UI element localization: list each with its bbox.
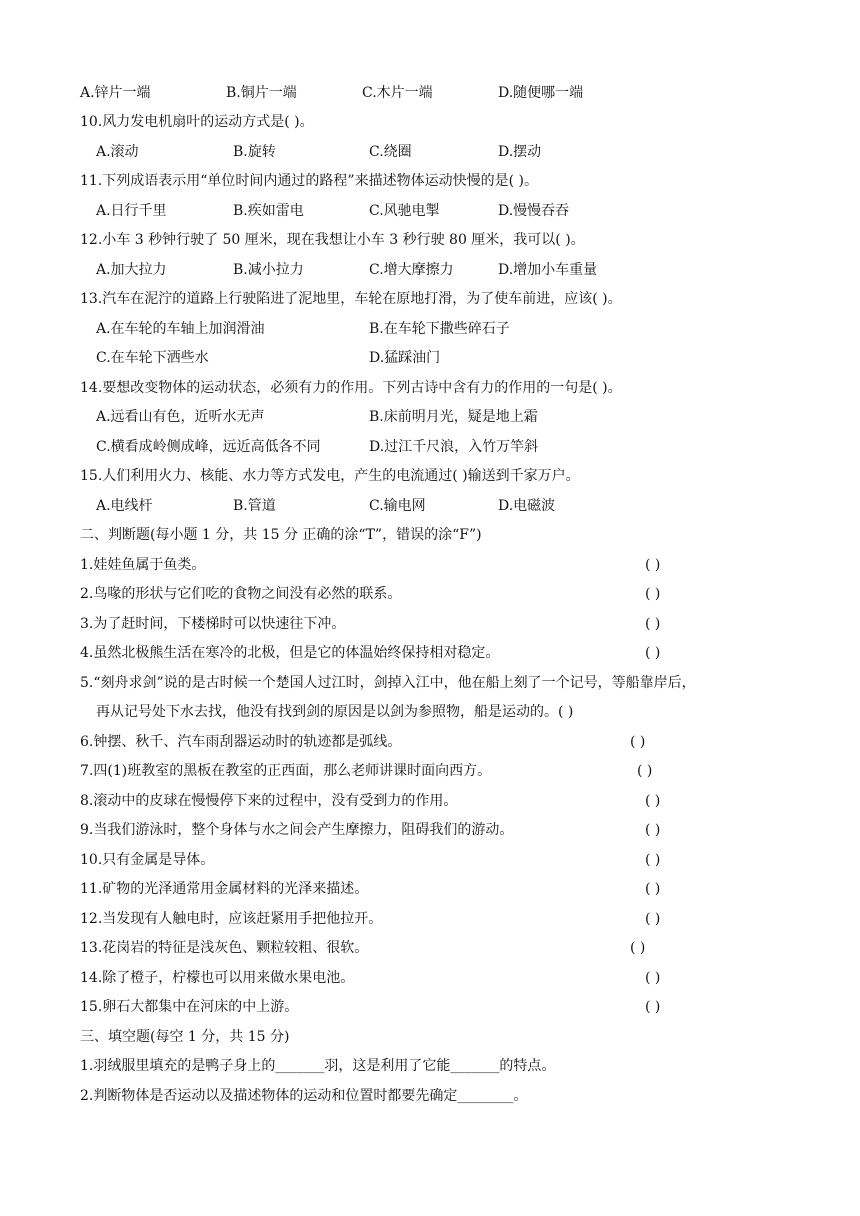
q15-option-a: A.电线杆 (96, 498, 153, 514)
q15-option-c: C.输电网 (369, 498, 426, 514)
q10-option-d: D.摆动 (498, 144, 542, 160)
judgment-item-9: 9.当我们游泳时，整个身体与水之间会产生摩擦力，阻碍我们的游动。 (80, 822, 514, 838)
q9-option-c: C.木片一端 (362, 85, 433, 101)
q12-option-a: A.加大拉力 (96, 262, 167, 278)
q11-option-a: A.日行千里 (96, 203, 167, 219)
fill-in-item-1: 1.羽绒服里填充的是鸭子身上的_______羽，这是利用了它能_______的特点。 (80, 1058, 556, 1074)
judgment-item-7: 7.四(1)班教室的黑板在教室的正西面，那么老师讲课时面向西方。 (80, 763, 492, 779)
answer-paren-13[interactable]: ( ) (630, 940, 646, 956)
judgment-item-2: 2.鸟喙的形状与它们吃的食物之间没有必然的联系。 (80, 586, 402, 602)
q9-option-a: A.锌片一端 (80, 85, 151, 101)
question-10-stem: 10.风力发电机扇叶的运动方式是( )。 (80, 114, 314, 130)
answer-paren-7[interactable]: ( ) (637, 763, 653, 779)
q14-option-c: C.横看成岭侧成峰，远近高低各不同 (96, 439, 321, 455)
judgment-item-3: 3.为了赶时间，下楼梯时可以快速往下冲。 (80, 616, 346, 632)
q12-option-d: D.增加小车重量 (498, 262, 598, 278)
judgment-item-12: 12.当发现有人触电时，应该赶紧用手把他拉开。 (80, 911, 383, 927)
q13-option-a: A.在车轮的车轴上加润滑油 (96, 321, 265, 337)
q14-option-d: D.过江千尺浪，入竹万竿斜 (369, 439, 539, 455)
judgment-item-8: 8.滚动中的皮球在慢慢停下来的过程中，没有受到力的作用。 (80, 793, 458, 809)
q11-option-b: B.疾如雷电 (233, 203, 304, 219)
answer-paren-10[interactable]: ( ) (645, 852, 661, 868)
question-13-stem: 13.汽车在泥泞的道路上行驶陷进了泥地里，车轮在原地打滑，为了使车前进，应该( )。 (80, 291, 622, 307)
q12-option-c: C.增大摩擦力 (369, 262, 454, 278)
judgment-item-11: 11.矿物的光泽通常用金属材料的光泽来描述。 (80, 881, 369, 897)
answer-paren-14[interactable]: ( ) (645, 970, 661, 986)
question-15-stem: 15.人们利用火力、核能、水力等方式发电，产生的电流通过( )输送到千家万户。 (80, 468, 580, 484)
q10-option-c: C.绕圈 (369, 144, 412, 160)
judgment-item-14: 14.除了橙子，柠檬也可以用来做水果电池。 (80, 970, 355, 986)
q11-option-c: C.风驰电掣 (369, 203, 440, 219)
answer-paren-11[interactable]: ( ) (645, 881, 661, 897)
judgment-item-15: 15.卵石大都集中在河床的中上游。 (80, 999, 299, 1015)
q11-option-d: D.慢慢吞吞 (498, 203, 570, 219)
judgment-item-4: 4.虽然北极熊生活在寒冷的北极，但是它的体温始终保持相对稳定。 (80, 645, 500, 661)
q12-option-b: B.减小拉力 (233, 262, 304, 278)
q13-option-d: D.猛踩油门 (369, 350, 441, 366)
answer-paren-4[interactable]: ( ) (645, 645, 661, 661)
q9-option-b: B.铜片一端 (226, 85, 297, 101)
q9-option-d: D.随便哪一端 (498, 85, 584, 101)
question-12-stem: 12.小车 3 秒钟行驶了 50 厘米，现在我想让小车 3 秒行驶 80 厘米，我可以( )。 (80, 232, 585, 248)
answer-paren-2[interactable]: ( ) (645, 586, 661, 602)
question-11-stem: 11.下列成语表示用“单位时间内通过的路程”来描述物体运动快慢的是( )。 (80, 173, 538, 189)
answer-paren-6[interactable]: ( ) (630, 734, 646, 750)
q13-option-c: C.在车轮下洒些水 (96, 350, 209, 366)
answer-paren-3[interactable]: ( ) (645, 616, 661, 632)
judgment-item-6: 6.钟摆、秋千、汽车雨刮器运动时的轨迹都是弧线。 (80, 734, 402, 750)
question-14-stem: 14.要想改变物体的运动状态，必须有力的作用。下列古诗中含有力的作用的一句是( )。 (80, 380, 622, 396)
q15-option-d: D.电磁波 (498, 498, 556, 514)
judgment-item-1: 1.娃娃鱼属于鱼类。 (80, 557, 206, 573)
answer-paren-15[interactable]: ( ) (645, 999, 661, 1015)
answer-paren-1[interactable]: ( ) (645, 557, 661, 573)
answer-paren-12[interactable]: ( ) (645, 911, 661, 927)
judgment-item-13: 13.花岗岩的特征是浅灰色、颗粒较粗、很软。 (80, 940, 369, 956)
judgment-item-5: 5.“刻舟求剑”说的是古时候一个楚国人过江时，剑掉入江中，他在船上刻了一个记号，等船靠岸后， (80, 675, 696, 691)
judgment-item-5-continued: 再从记号处下水去找，他没有找到剑的原因是以剑为参照物，船是运动的。( ) (96, 704, 574, 720)
answer-paren-9[interactable]: ( ) (645, 822, 661, 838)
answer-paren-8[interactable]: ( ) (645, 793, 661, 809)
q10-option-b: B.旋转 (233, 144, 276, 160)
section-2-heading: 二、判断题(每小题 1 分，共 15 分 正确的涂“T”，错误的涂“F”) (80, 527, 482, 543)
q13-option-b: B.在车轮下撒些碎石子 (369, 321, 510, 337)
q14-option-a: A.远看山有色，近听水无声 (96, 409, 265, 425)
q10-option-a: A.滚动 (96, 144, 139, 160)
fill-in-item-2: 2.判断物体是否运动以及描述物体的运动和位置时都要先确定________。 (80, 1088, 528, 1104)
q15-option-b: B.管道 (233, 498, 276, 514)
section-3-heading: 三、填空题(每空 1 分，共 15 分) (80, 1029, 290, 1045)
q14-option-b: B.床前明月光，疑是地上霜 (369, 409, 538, 425)
judgment-item-10: 10.只有金属是导体。 (80, 852, 215, 868)
